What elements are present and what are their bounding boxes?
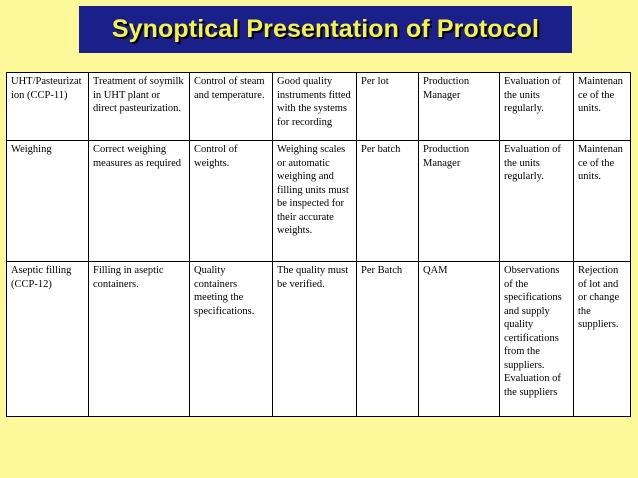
table-cell-verification: Evaluation of the units regularly.	[500, 73, 574, 141]
table-cell-responsibility: Production Manager	[419, 141, 500, 262]
table-cell-verification: Evaluation of the units regularly.	[500, 141, 574, 262]
protocol-table-container	[6, 72, 630, 416]
slide-title-banner	[79, 6, 572, 53]
protocol-table	[6, 72, 631, 417]
table-cell-measure: Filling in aseptic containers.	[89, 262, 190, 417]
table-cell-verification: Observations of the specifications and supply quality certifications from the suppliers. Evaluation of the suppliers	[500, 262, 574, 417]
slide-title: Synoptical Presentation of Protocol	[111, 15, 540, 43]
table-cell-corrective-action: Maintenance of the units.	[574, 141, 631, 262]
table-cell-corrective-action: Rejection of lot and or change the suppliers.	[574, 262, 631, 417]
table-cell-step: UHT/Pasteurization (CCP-11)	[7, 73, 89, 141]
table-row	[7, 73, 631, 141]
table-cell-monitoring: Good quality instruments fitted with the systems for recording	[273, 73, 357, 141]
table-cell-responsibility: QAM	[419, 262, 500, 417]
table-cell-measure: Treatment of soymilk in UHT plant or direct pasteurization.	[89, 73, 190, 141]
table-cell-control: Control of steam and temperature.	[190, 73, 273, 141]
table-row	[7, 262, 631, 417]
table-cell-responsibility: Production Manager	[419, 73, 500, 141]
table-cell-step: Weighing	[7, 141, 89, 262]
table-cell-frequency: Per Batch	[357, 262, 419, 417]
table-cell-corrective-action: Maintenance of the units.	[574, 73, 631, 141]
table-cell-frequency: Per lot	[357, 73, 419, 141]
table-row	[7, 141, 631, 262]
table-cell-measure: Correct weighing measures as required	[89, 141, 190, 262]
table-cell-monitoring: The quality must be verified.	[273, 262, 357, 417]
table-cell-control: Quality containers meeting the specifications.	[190, 262, 273, 417]
table-cell-step: Aseptic filling (CCP-12)	[7, 262, 89, 417]
table-cell-monitoring: Weighing scales or automatic weighing and filling units must be inspected for their accurate weights.	[273, 141, 357, 262]
table-cell-control: Control of weights.	[190, 141, 273, 262]
table-cell-frequency: Per batch	[357, 141, 419, 262]
